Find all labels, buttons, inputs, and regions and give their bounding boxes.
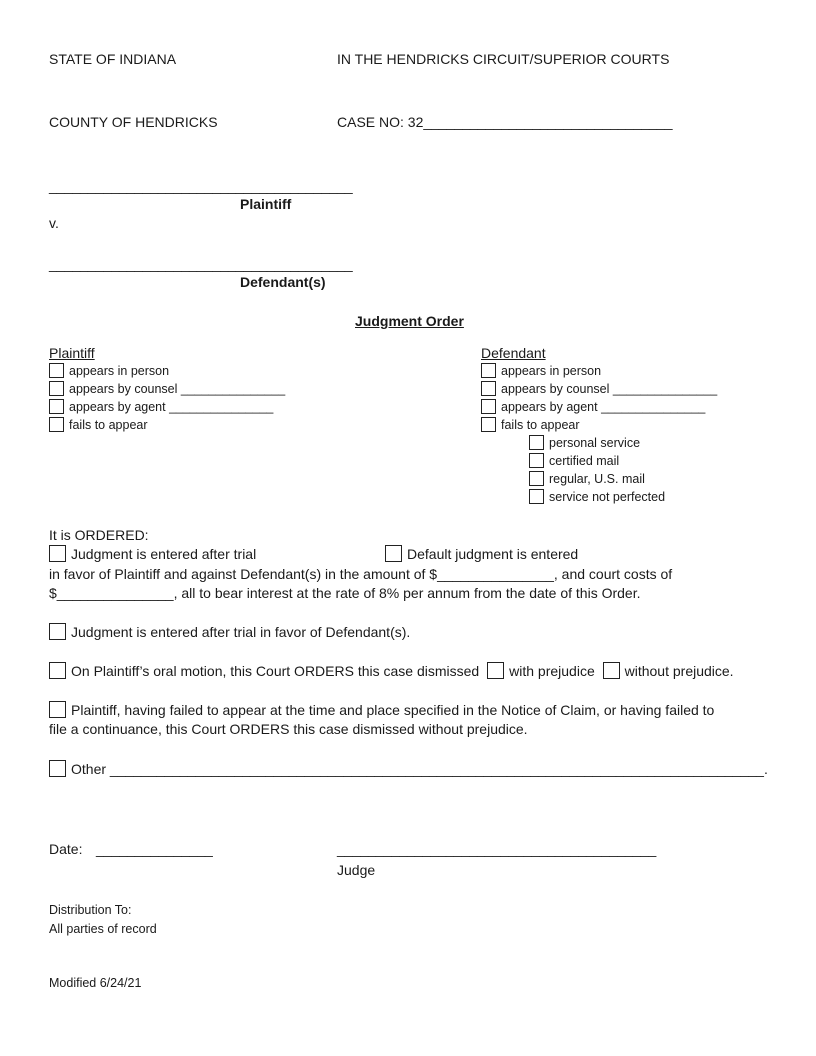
checkbox[interactable] — [49, 417, 64, 432]
checkbox[interactable] — [529, 471, 544, 486]
state-label: STATE OF INDIANA — [49, 51, 177, 67]
option-label: fails to appear — [69, 418, 148, 432]
case-number-field[interactable]: CASE NO: 32________________________________ — [337, 114, 673, 130]
checkbox[interactable] — [49, 545, 66, 562]
checkbox[interactable] — [529, 435, 544, 450]
plaintiff-option-counsel[interactable] — [49, 380, 285, 398]
judgment-amount-line[interactable]: in favor of Plaintiff and against Defendant(s) in the amount of $_______________, and court costs of — [49, 566, 673, 582]
service-option-personal[interactable] — [529, 434, 640, 452]
option-label: On Plaintiff’s oral motion, this Court ORDERS this case dismissed — [71, 663, 480, 679]
option-label: Judgment is entered after trial in favor of Defendant(s). — [71, 624, 411, 640]
option-label: appears by agent _______________ — [501, 400, 706, 414]
option-label: Plaintiff, having failed to appear at the time and place specified in the Notice of Claim, or having failed to — [71, 702, 715, 718]
plaintiff-caption-label: Plaintiff — [240, 196, 292, 212]
option-label: Judgment is entered after trial — [71, 546, 257, 562]
checkbox[interactable] — [49, 399, 64, 414]
plaintiff-option-agent[interactable] — [49, 398, 273, 416]
option-label: appears by counsel _______________ — [69, 382, 286, 396]
service-option-not-perfected[interactable] — [529, 488, 665, 506]
order-intro: It is ORDERED: — [49, 527, 149, 543]
option-label: certified mail — [549, 454, 620, 468]
defendant-option-counsel[interactable] — [481, 380, 717, 398]
oral-motion-dismissal-option[interactable] — [49, 662, 734, 680]
checkbox[interactable] — [49, 381, 64, 396]
checkbox[interactable] — [49, 363, 64, 378]
without-prejudice-checkbox[interactable] — [603, 662, 620, 679]
defendant-favor-option[interactable] — [49, 623, 410, 641]
option-label: appears in person — [501, 364, 602, 378]
checkbox[interactable] — [481, 363, 496, 378]
distribution-value: All parties of record — [49, 922, 157, 936]
plaintiff-option-in-person[interactable] — [49, 362, 169, 380]
without-prejudice-label: without prejudice. — [624, 663, 734, 679]
judge-signature-line[interactable]: _________________________________________ — [337, 841, 657, 857]
option-label: appears by agent _______________ — [69, 400, 274, 414]
plaintiff-name-line[interactable]: _______________________________________ — [49, 178, 353, 194]
option-label: appears by counsel _______________ — [501, 382, 718, 396]
checkbox[interactable] — [529, 453, 544, 468]
defendant-option-agent[interactable] — [481, 398, 705, 416]
date-field[interactable]: _______________ — [96, 841, 213, 857]
defendant-option-in-person[interactable] — [481, 362, 601, 380]
option-label: Other — [71, 761, 107, 777]
other-text-line[interactable]: ____________________________________________________________________________________. — [109, 761, 768, 777]
checkbox[interactable] — [529, 489, 544, 504]
option-label: fails to appear — [501, 418, 580, 432]
default-judgment-option[interactable] — [385, 545, 578, 563]
defendant-caption-label: Defendant(s) — [240, 274, 326, 290]
defendant-column-heading: Defendant — [481, 345, 546, 361]
with-prejudice-label: with prejudice — [509, 663, 595, 679]
with-prejudice-checkbox[interactable] — [487, 662, 504, 679]
defendant-name-line[interactable]: _______________________________________ — [49, 256, 353, 272]
checkbox[interactable] — [49, 701, 66, 718]
other-option[interactable] — [49, 760, 768, 778]
plaintiff-column-heading: Plaintiff — [49, 345, 95, 361]
option-label: service not perfected — [549, 490, 666, 504]
distribution-label: Distribution To: — [49, 903, 132, 917]
option-label: personal service — [549, 436, 641, 450]
modified-date: Modified 6/24/21 — [49, 976, 142, 990]
checkbox[interactable] — [49, 760, 66, 777]
option-label: regular, U.S. mail — [549, 472, 645, 486]
option-label: appears in person — [69, 364, 170, 378]
county-label: COUNTY OF HENDRICKS — [49, 114, 218, 130]
failed-to-appear-option[interactable] — [49, 701, 714, 719]
versus-label: v. — [49, 215, 59, 231]
defendant-option-fails[interactable] — [481, 416, 580, 434]
checkbox[interactable] — [49, 623, 66, 640]
service-option-certified[interactable] — [529, 452, 619, 470]
checkbox[interactable] — [49, 662, 66, 679]
option-label: Default judgment is entered — [407, 546, 579, 562]
court-label: IN THE HENDRICKS CIRCUIT/SUPERIOR COURTS — [337, 51, 670, 67]
date-label: Date: — [49, 841, 83, 857]
checkbox[interactable] — [481, 381, 496, 396]
checkbox[interactable] — [481, 417, 496, 432]
judgment-after-trial-option[interactable] — [49, 545, 256, 563]
plaintiff-option-fails[interactable] — [49, 416, 148, 434]
court-costs-line[interactable]: $_______________, all to bear interest at the rate of 8% per annum from the date of this Order. — [49, 585, 641, 601]
document-title: Judgment Order — [355, 313, 464, 329]
failed-to-appear-continuation: file a continuance, this Court ORDERS this case dismissed without prejudice. — [49, 721, 528, 737]
checkbox[interactable] — [385, 545, 402, 562]
service-option-regular-mail[interactable] — [529, 470, 645, 488]
checkbox[interactable] — [481, 399, 496, 414]
judge-label: Judge — [337, 862, 376, 878]
